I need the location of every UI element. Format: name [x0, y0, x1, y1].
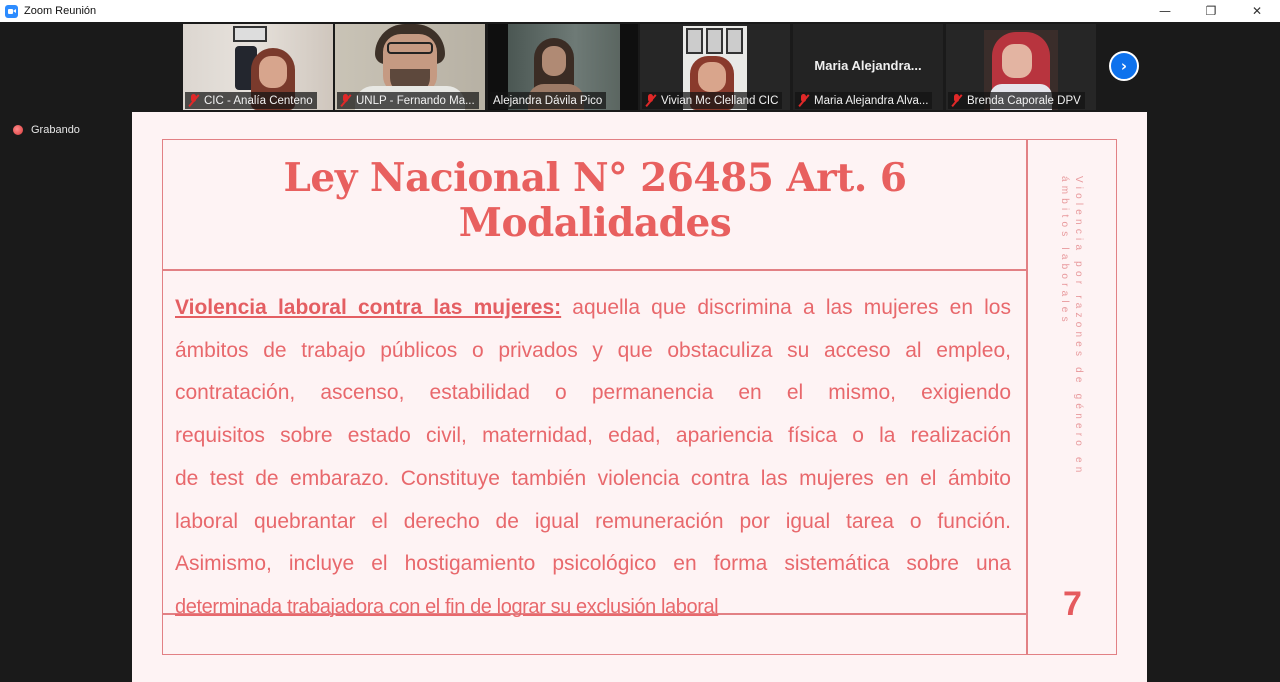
- recording-dot-icon: [13, 125, 23, 135]
- mic-muted-icon: [188, 94, 200, 107]
- body-line: ámbitos de trabajo públicos o privados y que obstaculiza su acceso al empleo,: [175, 338, 1011, 362]
- chevron-right-icon: ›: [1120, 57, 1128, 75]
- slide-page-number: 7: [1063, 585, 1082, 623]
- slide-frame: [162, 139, 1117, 655]
- participant-display-name: Maria Alejandra...: [814, 58, 922, 73]
- slide-title-line-1: Ley Nacional N° 26485 Art. 6: [283, 155, 907, 201]
- slide-side-caption: [1043, 176, 1113, 477]
- participant-name: Alejandra Dávila Pico: [493, 94, 603, 107]
- shared-screen-slide: [132, 112, 1147, 682]
- mic-muted-icon: [645, 94, 657, 107]
- participant-namebar: [185, 92, 317, 109]
- recording-label: Grabando: [31, 124, 80, 136]
- slide-title: [163, 156, 1027, 246]
- side-caption-line-1: Violencia por razones de género en: [1073, 176, 1084, 477]
- participant-tile[interactable]: [793, 24, 943, 110]
- zoom-app-icon: [5, 5, 18, 18]
- body-line: laboral quebrantar el derecho de igual remuneración por igual tarea o función.: [175, 509, 1011, 533]
- body-line: Asimismo, incluye el hostigamiento psicológico en forma sistemática sobre una: [175, 552, 1011, 576]
- participant-namebar: [948, 92, 1085, 109]
- participant-namebar: [642, 92, 782, 109]
- restore-icon: ❐: [1205, 4, 1217, 18]
- mic-muted-icon: [340, 94, 352, 107]
- participant-name: Vivian Mc Clelland CIC: [661, 94, 779, 107]
- close-icon: ✕: [1251, 4, 1263, 18]
- close-button[interactable]: [1234, 0, 1280, 22]
- minimize-button[interactable]: [1142, 0, 1188, 22]
- recording-indicator[interactable]: [13, 124, 80, 136]
- restore-button[interactable]: [1188, 0, 1234, 22]
- participant-namebar: [337, 92, 479, 109]
- participant-namebar: [795, 92, 932, 109]
- participant-strip: [0, 22, 1280, 112]
- body-line: [175, 287, 1011, 330]
- window-title: Zoom Reunión: [24, 5, 97, 17]
- window-title-bar: [0, 0, 1280, 22]
- side-caption-line-2: ámbitos laborales: [1059, 176, 1070, 326]
- body-line-text: aquella que discrimina a las mujeres en los: [561, 296, 1011, 319]
- next-participants-button[interactable]: [1109, 51, 1139, 81]
- participant-name: Maria Alejandra Alva...: [814, 94, 929, 107]
- participant-name: UNLP - Fernando Ma...: [356, 94, 475, 107]
- participant-tile[interactable]: [640, 24, 790, 110]
- slide-title-divider: [163, 269, 1027, 271]
- mic-muted-icon: [951, 94, 963, 107]
- mic-muted-icon: [798, 94, 810, 107]
- minimize-icon: —: [1159, 4, 1171, 18]
- body-line: contratación, ascenso, estabilidad o permanencia en el mismo, exigiendo: [175, 381, 1011, 405]
- participant-name: CIC - Analía Centeno: [204, 94, 313, 107]
- definition-term: Violencia laboral contra las mujeres:: [175, 296, 562, 319]
- participant-namebar: [490, 92, 606, 109]
- slide-title-line-2: Modalidades: [458, 200, 732, 246]
- participant-tile-active-speaker[interactable]: [488, 24, 638, 110]
- participant-tile[interactable]: [946, 24, 1096, 110]
- body-line: requisitos sobre estado civil, maternidad, edad, apariencia física o la realización: [175, 424, 1011, 448]
- slide-body-text: [175, 287, 1011, 629]
- participant-tile[interactable]: [183, 24, 333, 110]
- body-line-last: determinada trabajadora con el fin de lograr su exclusión laboral: [175, 595, 719, 618]
- window-controls: [1142, 0, 1280, 22]
- body-line: de test de embarazo. Constituye también violencia contra las mujeres en el ámbito: [175, 466, 1011, 490]
- participant-name: Brenda Caporale DPV: [967, 94, 1081, 107]
- participant-tile[interactable]: [335, 24, 485, 110]
